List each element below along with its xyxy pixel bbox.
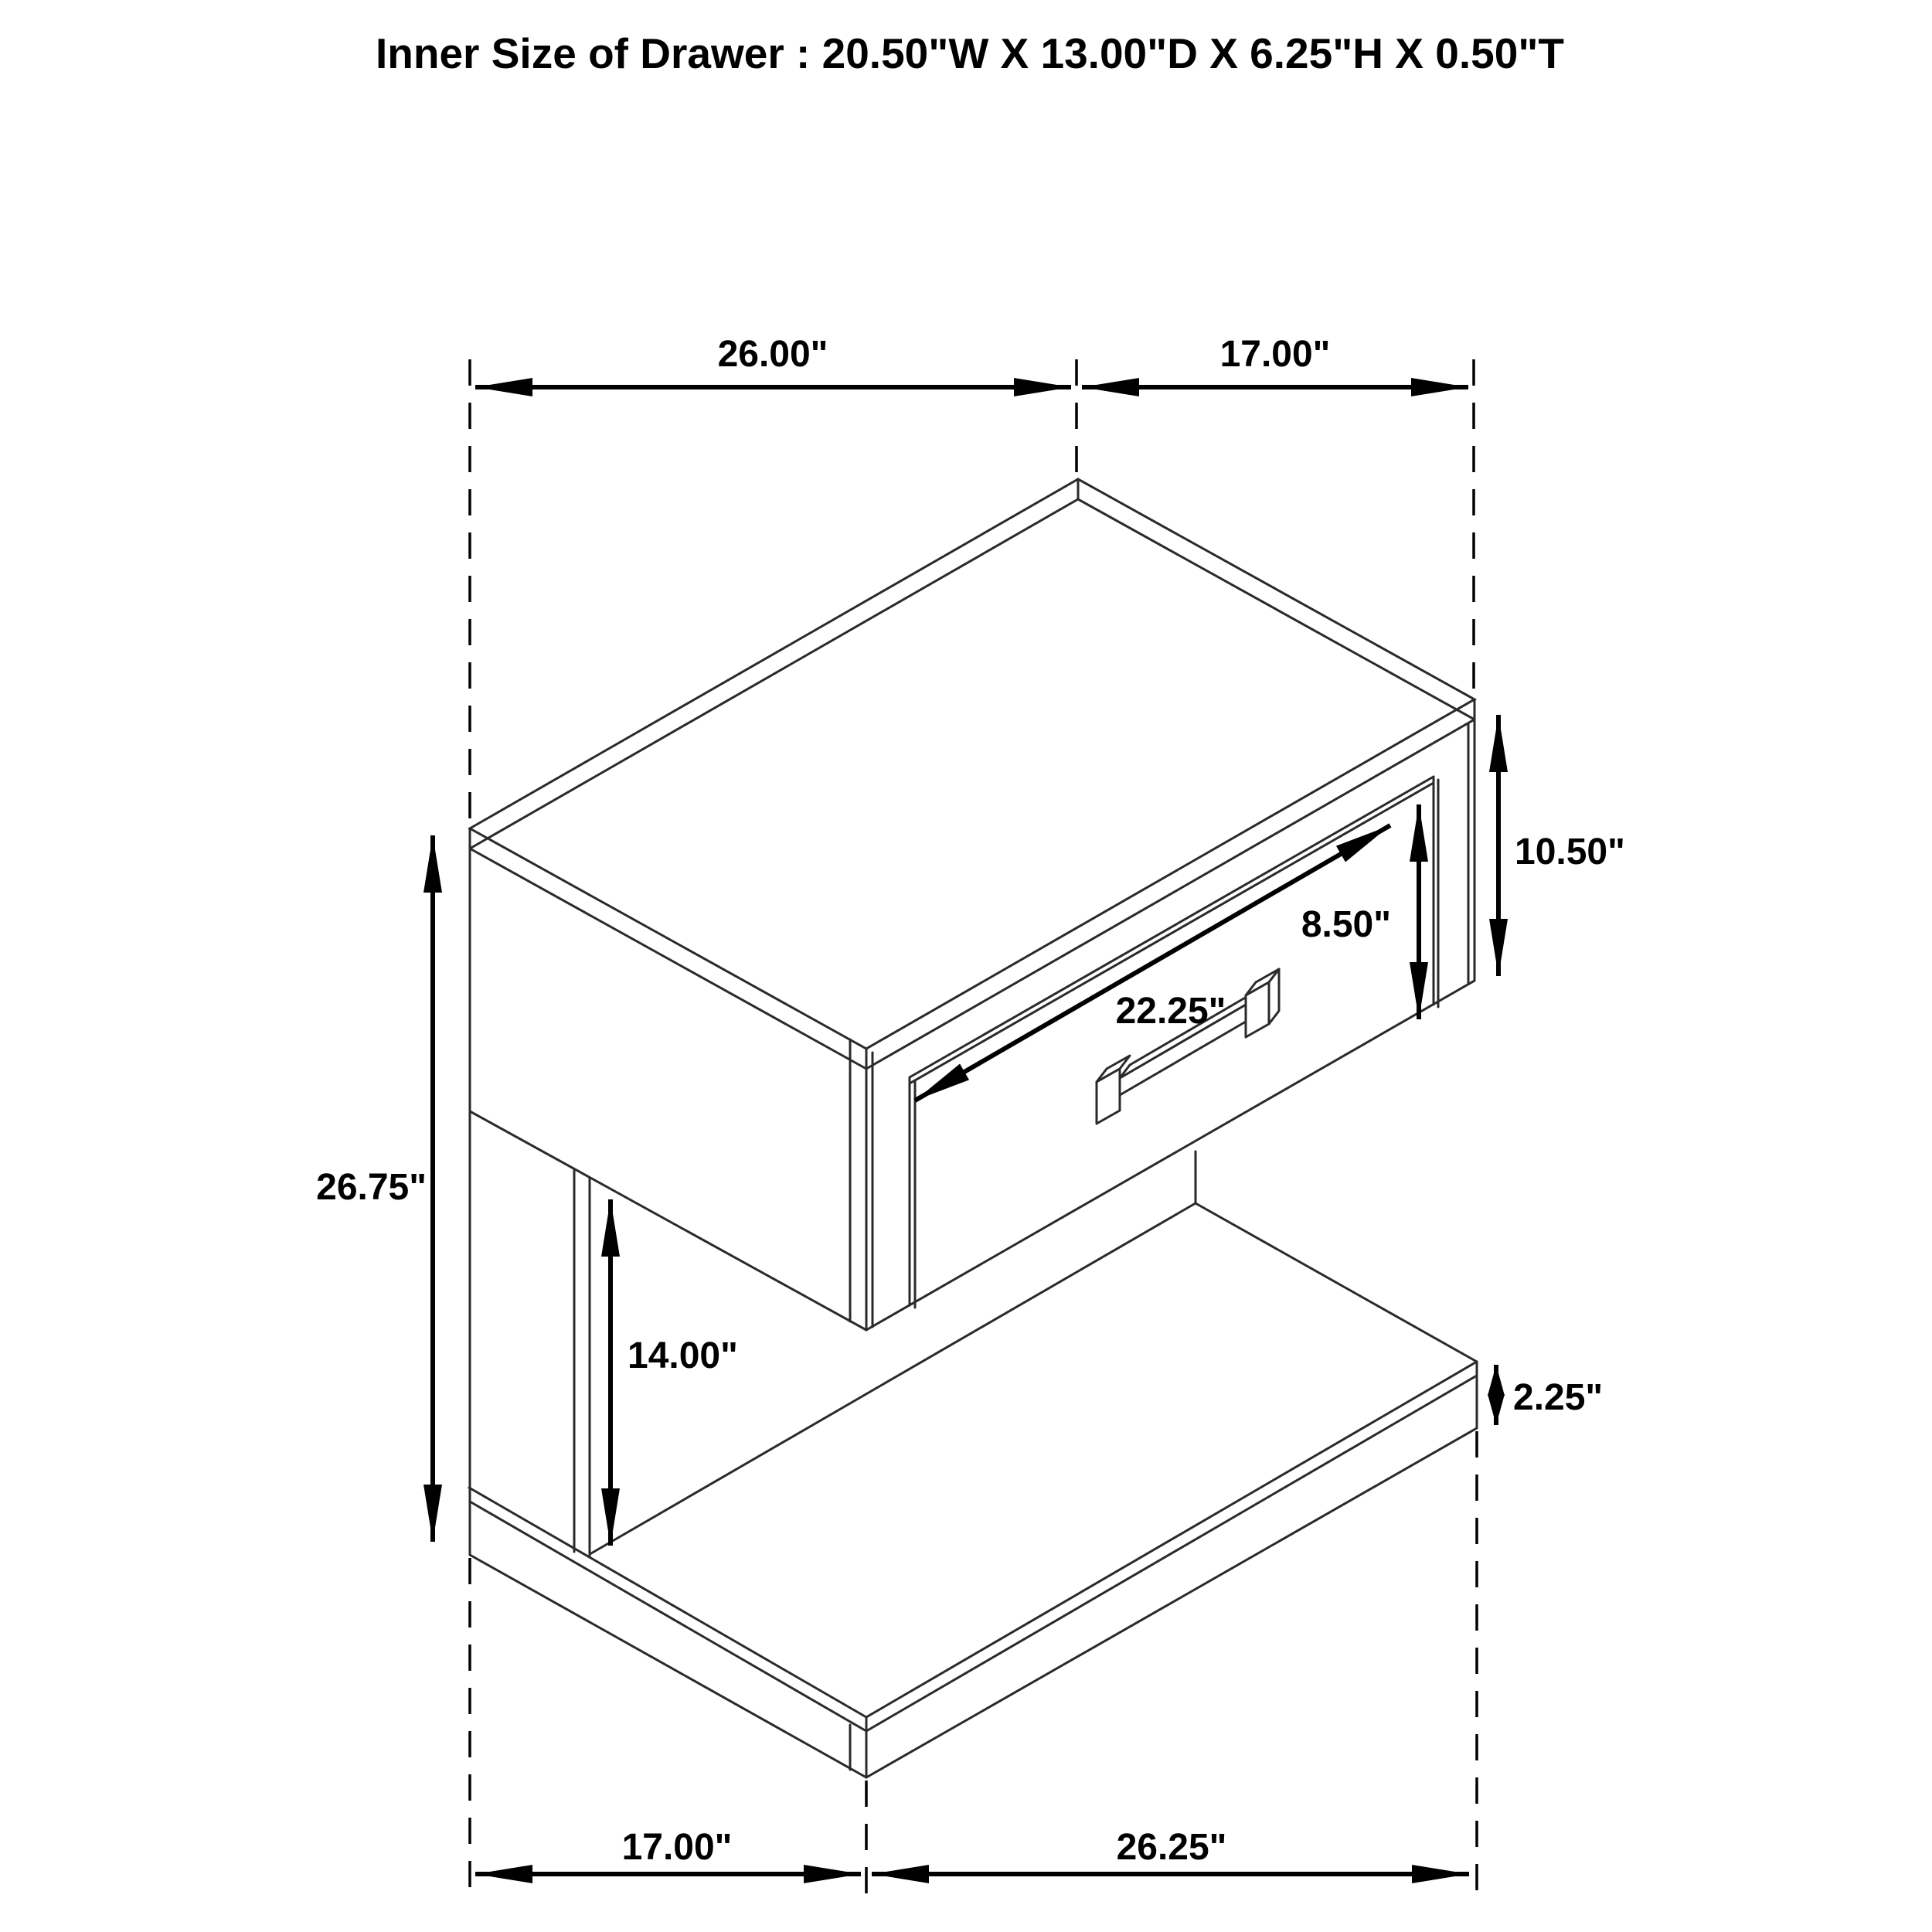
base-top-back-right-edge [1196,1203,1477,1362]
diagram-title: Inner Size of Drawer : 20.50"W X 13.00"D X 6.25"H X 0.50"T [376,29,1564,77]
base-bottom-left-edge [470,1555,866,1777]
cabinet-bottom-edge-left [470,1111,866,1330]
dimension-labels [316,334,1625,1868]
dim-drawer-width-label: 22.25" [1115,991,1226,1032]
base-bevel-left [470,1502,866,1731]
top-slab [470,479,1475,1069]
cabinet-left-face [470,828,872,1555]
top-underside-back-edges [470,499,1475,849]
back-panel-bottom-edge [591,1203,1196,1553]
top-bevel-left [470,849,866,1069]
dim-shelf-clearance-label: 14.00" [628,1335,738,1376]
cabinet-bottom-edge-front [866,981,1475,1330]
dim-base-height-label: 2.25" [1513,1377,1604,1418]
dim-cabinet-height-label: 10.50" [1515,832,1625,872]
base-platform [469,1362,1477,1777]
base-bevel-right [866,1376,1477,1731]
base-bottom-right-edge [866,1428,1477,1777]
dim-top-depth-label: 17.00" [1219,334,1331,375]
base-top-right-edge [866,1362,1477,1717]
dimension-arrows [433,387,1498,1874]
dim-base-width-label: 26.25" [1116,1827,1227,1868]
dim-opening-height-label: 8.50" [1301,904,1391,945]
dim-base-depth-label: 17.00" [621,1827,733,1868]
top-surface [470,479,1475,1049]
base-top-left-edge [469,1488,866,1717]
dim-overall-height-label: 26.75" [316,1167,427,1208]
dim-top-width-label: 26.00" [717,334,828,375]
